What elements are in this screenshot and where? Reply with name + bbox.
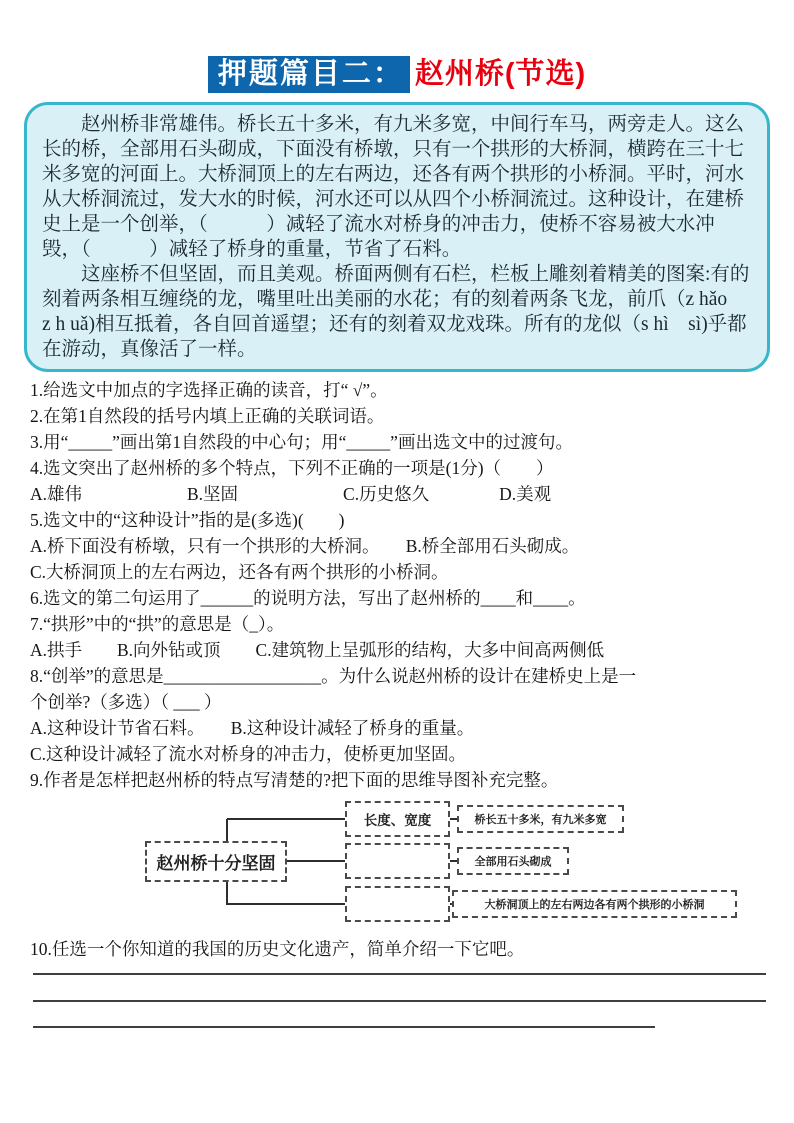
question-5-option-c: C.大桥洞顶上的左右两边，还各有两个拱形的小桥洞。 xyxy=(30,562,449,582)
question-8: 8.“创举”的意思是__________________。为什么说赵州桥的设计在建桥史上是一 xyxy=(30,666,637,686)
question-5-options-ab: A.桥下面没有桥墩，只有一个拱形的大桥洞。 B.桥全部用石头砌成。 xyxy=(30,536,580,556)
mindmap-leaf-box-3: 大桥洞顶上的左右两边各有两个拱形的小桥洞 xyxy=(452,890,737,918)
connector-line xyxy=(226,819,228,843)
mindmap-leaf-box-1: 桥长五十多米，有九米多宽 xyxy=(457,805,624,833)
question-7: 7.“拱形”中的“拱”的意思是（_）。 xyxy=(30,614,285,634)
question-3: 3.用“_____”画出第1自然段的中心句；用“_____”画出选文中的过渡句。 xyxy=(30,432,573,452)
connector-line xyxy=(227,818,345,820)
question-1: 1.给选文中加点的字选择正确的读音，打“ √”。 xyxy=(30,380,388,400)
answer-line-2[interactable] xyxy=(33,1000,766,1002)
question-10: 10.任选一个你知道的我国的历史文化遗产，简单介绍一下它吧。 xyxy=(30,939,525,959)
mindmap-branch-box-2-empty[interactable] xyxy=(345,843,450,879)
connector-line xyxy=(287,860,345,862)
question-9: 9.作者是怎样把赵州桥的特点写清楚的?把下面的思维导图补充完整。 xyxy=(30,770,559,790)
passage-paragraph-2: 这座桥不但坚固，而且美观。桥面两侧有石栏，栏板上雕刻着精美的图案:有的刻着两条相互缠绕的龙，嘴里吐出美丽的水花；有的刻着两条飞龙，前爪（z hǎo z h uǎ)相互抵着，各自回首遥望；还有的刻着双龙戏珠。所有的龙似（s hì sì)乎都在游动，真像活了一样。 xyxy=(42,264,767,360)
title-text: 赵州桥(节选) xyxy=(414,58,587,90)
question-2: 2.在第1自然段的括号内填上正确的关联词语。 xyxy=(30,406,385,426)
connector-line xyxy=(227,903,345,905)
passage-box xyxy=(24,102,770,372)
title-badge: 押题篇目二： xyxy=(208,56,410,93)
question-8-options-ab: A.这种设计节省石料。 B.这种设计减轻了桥身的重量。 xyxy=(30,718,475,738)
connector-line xyxy=(226,880,228,905)
question-4-options: A.雄伟 B.坚固 C.历史悠久 D.美观 xyxy=(30,484,552,504)
mindmap-branch-box-3-empty[interactable] xyxy=(345,886,450,922)
answer-line-3[interactable] xyxy=(33,1026,655,1028)
mindmap-root-box: 赵州桥十分坚固 xyxy=(145,841,287,882)
passage-paragraph-1: 赵州桥非常雄伟。桥长五十多米，有九米多宽，中间行车马，两旁走人。这么长的桥，全部用石头砌成，下面没有桥墩，只有一个拱形的大桥洞，横跨在三十七米多宽的河面上。大桥洞顶上的左右两边，还各有两个拱形的小桥洞。平时，河水从大桥洞流过，发大水的时候，河水还可以从四个小桥洞流过。这种设计，在建桥史上是一个创举，（ ）减轻了流水对桥身的冲击力，使桥不容易被大水冲毁，（ ）减轻了桥身的重量，节省了石料。 xyxy=(42,114,745,260)
mindmap-diagram xyxy=(0,796,794,936)
question-6: 6.选文的第二句运用了______的说明方法，写出了赵州桥的____和____。 xyxy=(30,588,586,608)
mindmap-branch-box-1: 长度、宽度 xyxy=(345,801,450,837)
connector-line xyxy=(449,860,457,862)
question-7-options: A.拱手 B.向外钻或顶 C.建筑物上呈弧形的结构，大多中间高两侧低 xyxy=(30,640,605,660)
question-8-continued: 个创举?（多选）（ ___ ） xyxy=(30,692,222,712)
answer-line-1[interactable] xyxy=(33,973,766,975)
question-list xyxy=(30,377,768,793)
question-5: 5.选文中的“这种设计”指的是(多选)( ) xyxy=(30,510,345,530)
question-4: 4.选文突出了赵州桥的多个特点，下列不正确的一项是(1分)（ ） xyxy=(30,458,554,478)
connector-line xyxy=(449,818,457,820)
page-title xyxy=(0,54,794,94)
mindmap-leaf-box-2: 全部用石头砌成 xyxy=(457,847,569,875)
question-8-option-c: C.这种设计减轻了流水对桥身的冲击力，使桥更加坚固。 xyxy=(30,744,467,764)
